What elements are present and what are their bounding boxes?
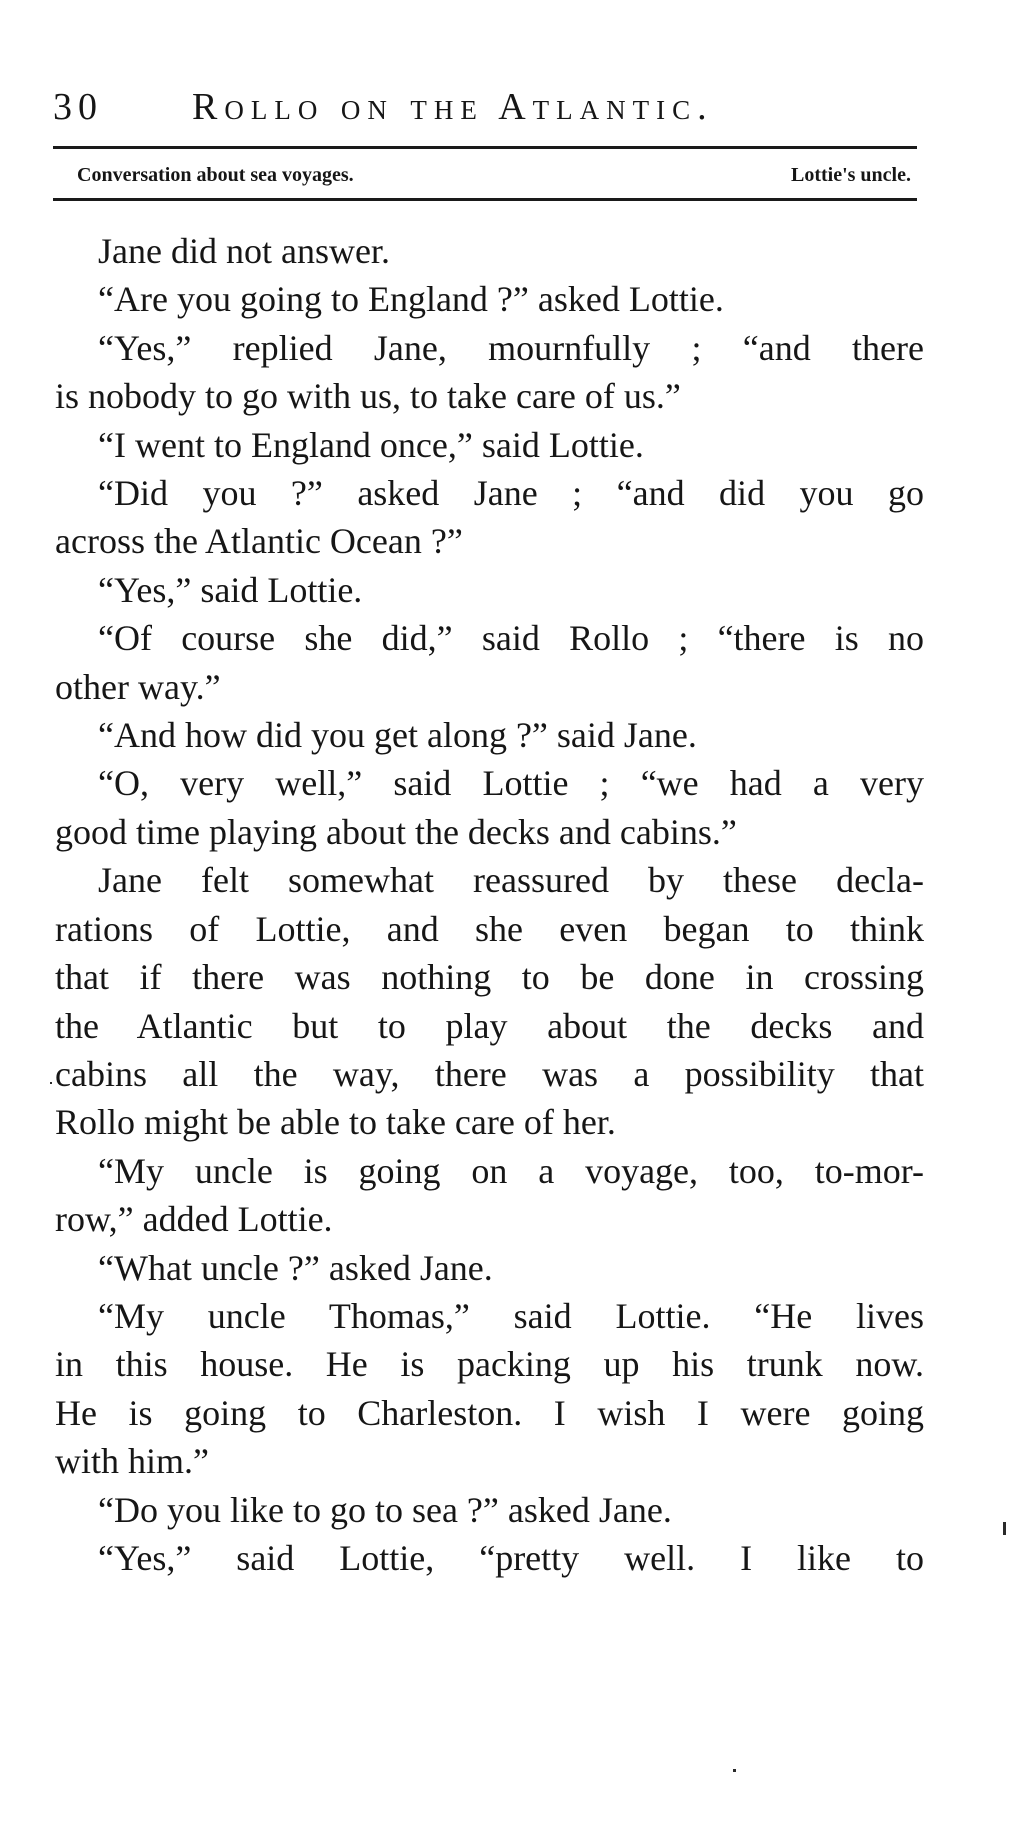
header-rule-top (53, 146, 917, 149)
text-line: “O, very well,” said Lottie ; “we had a very (98, 763, 924, 804)
text-line: “Of course she did,” said Rollo ; “there is no (98, 618, 924, 659)
text-line: the Atlantic but to play about the decks and (55, 1005, 924, 1046)
text-line: across the Atlantic Ocean ?” (55, 521, 463, 562)
text-line: good time playing about the decks and cabins.” (55, 811, 737, 852)
section-subheads (77, 160, 917, 190)
body-text (55, 227, 924, 1582)
text-line: that if there was nothing to be done in crossing (55, 957, 924, 998)
scan-speck (50, 1082, 52, 1084)
text-line: “My uncle is going on a voyage, too, to-mor- (98, 1150, 924, 1191)
text-line: Jane did not answer. (98, 231, 390, 271)
text-line: “What uncle ?” asked Jane. (98, 1247, 493, 1288)
text-line: is nobody to go with us, to take care of us.” (55, 376, 681, 417)
header-rule-bottom (53, 198, 917, 201)
text-line: “Yes,” replied Jane, mournfully ; “and there (98, 327, 924, 368)
text-line: Rollo might be able to take care of her. (55, 1102, 616, 1143)
text-line: row,” added Lottie. (55, 1199, 333, 1240)
text-line: “Are you going to England ?” asked Lottie. (98, 279, 724, 320)
text-line: “Did you ?” asked Jane ; “and did you go (98, 473, 924, 514)
text-line: Jane felt somewhat reassured by these decla- (98, 860, 924, 901)
text-line: other way.” (55, 666, 221, 707)
running-header (53, 82, 923, 132)
text-line: “Yes,” said Lottie. (98, 569, 363, 610)
text-line: “Yes,” said Lottie, “pretty well. I like to (98, 1537, 924, 1578)
text-line: He is going to Charleston. I wish I were going (55, 1392, 924, 1433)
subhead-right: Lottie's uncle. (791, 164, 911, 186)
page-number: 30 (53, 86, 103, 128)
text-line: with him.” (55, 1441, 209, 1482)
text-line: in this house. He is packing up his trunk now. (55, 1344, 924, 1385)
subhead-left: Conversation about sea voyages. (77, 164, 354, 186)
text-line: “And how did you get along ?” said Jane. (98, 715, 697, 756)
text-line: rations of Lottie, and she even began to think (55, 908, 924, 949)
text-line: “Do you like to go to sea ?” asked Jane. (98, 1489, 672, 1530)
running-title: Rollo on the Atlantic. (192, 86, 714, 128)
scan-speck (733, 1769, 736, 1772)
text-line: cabins all the way, there was a possibility that (55, 1053, 924, 1094)
text-line: “I went to England once,” said Lottie. (98, 424, 644, 465)
text-line: “My uncle Thomas,” said Lottie. “He lives (98, 1295, 924, 1336)
scan-speck (1003, 1522, 1006, 1535)
